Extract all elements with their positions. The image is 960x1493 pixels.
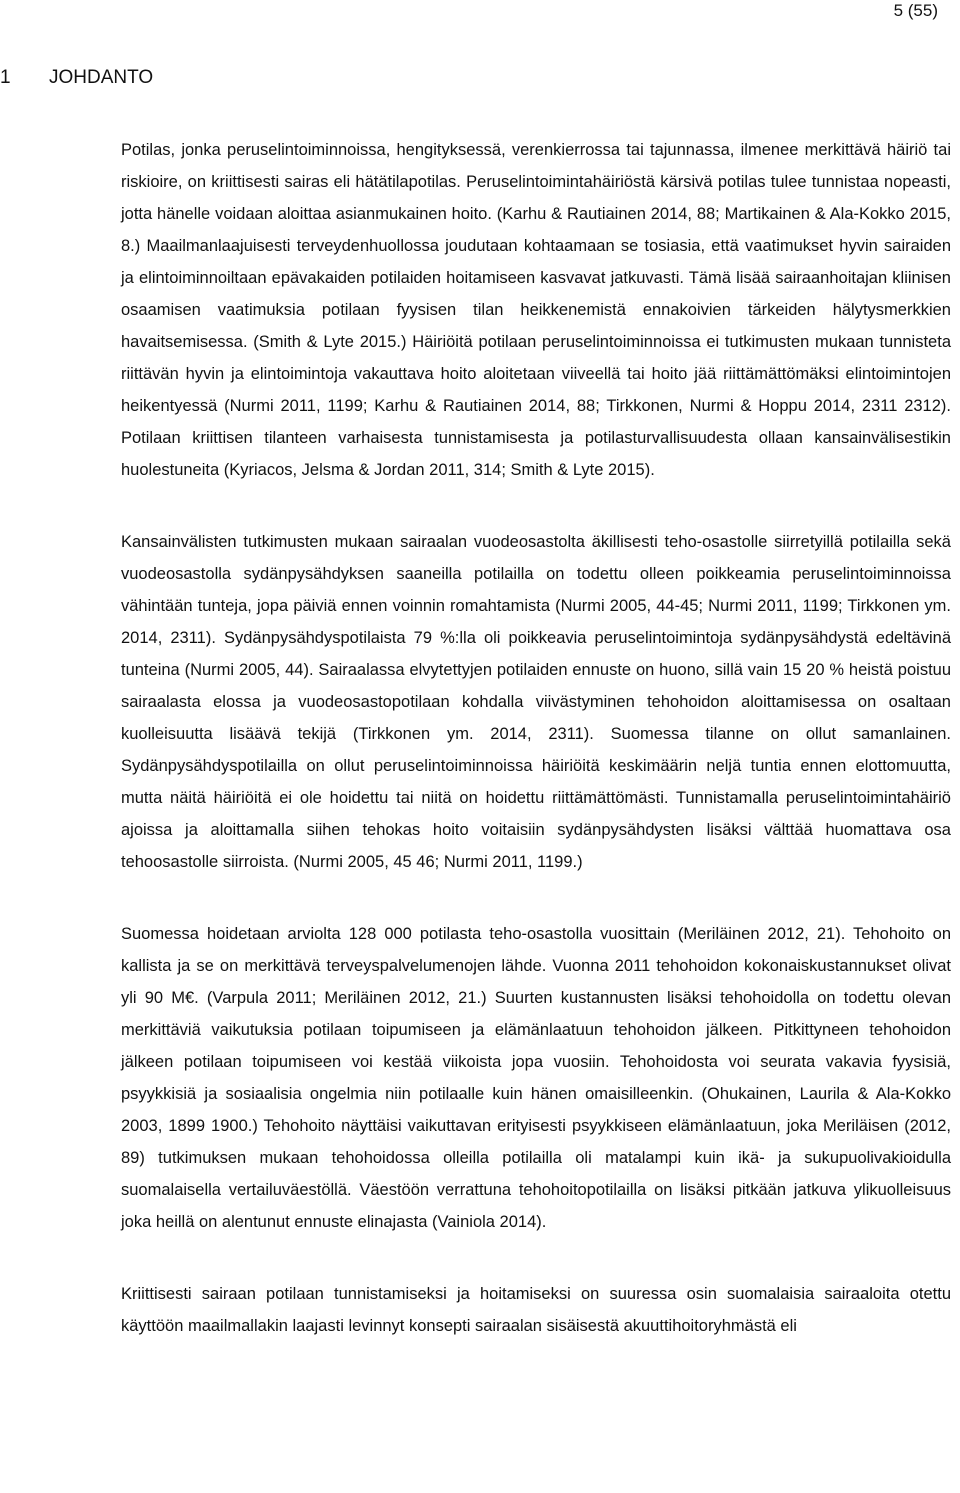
section-title: JOHDANTO xyxy=(49,67,154,88)
body-text xyxy=(121,134,951,1342)
paragraph-3: Suomessa hoidetaan arviolta 128 000 potilasta teho-osastolla vuosittain (Meriläinen 2012, 21). Tehohoito on kallista ja se on merkittävä terveyspalvelumenojen lähde. Vuonna 2011 tehohoidon kokonaiskustannukset olivat yli 90 M€. (Varpula 2011; Meriläinen 2012, 21.) Suurten kustannusten lisäksi tehohoidolla on todettu olevan merkittäviä vaikutuksia potilaan toipumiseen ja elämänlaatuun tehohoidon jälkeen. Pitkittyneen tehohoidon jälkeen potilaan toipumiseen voi kestää viikoista jopa vuosiin. Tehohoidosta voi seurata vakavia fyysisiä, psyykkisiä ja sosiaalisia ongelmia niin potilaalle kuin hänen omaisilleenkin. (Ohukainen, Laurila & Ala-Kokko 2003, 1899 1900.) Tehohoito näyttäisi vaikuttavan erityisesti psyykkiseen elämänlaatuun, joka Meriläisen (2012, 89) tutkimuksen mukaan tehohoidossa olleilla potilailla oli matalampi kuin ikä- ja sukupuolivakioidulla suomalaisella vertailuväestöllä. Väestöön verrattuna tehohoitopotilailla on lisäksi pitkään jatkuva ylikuolleisuus joka heillä on alentunut ennuste elinajasta (Vainiola 2014). xyxy=(121,925,951,1231)
paragraph-2: Kansainvälisten tutkimusten mukaan sairaalan vuodeosastolta äkillisesti teho-osastolle siirretyillä potilailla sekä vuodeosastolla sydänpysähdyksen saaneilla potilailla on todettu olleen poikkeamia peruselintoiminnoissa vähintään tunteja, jopa päiviä ennen voinnin romahtamista (Nurmi 2005, 44-45; Nurmi 2011, 1199; Tirkkonen ym. 2014, 2311). Sydänpysähdyspotilaista 79 %:lla oli poikkeavia peruselintoimintoja sydänpysähdystä edeltävinä tunteina (Nurmi 2005, 44). Sairaalassa elvytettyjen potilaiden ennuste on huono, sillä vain 15 20 % heistä poistuu sairaalasta elossa ja vuodeosastopotilaan kohdalla viivästyminen tehohoidon aloittamisessa on osaltaan kuolleisuutta lisäävä tekijä (Tirkkonen ym. 2014, 2311). Suomessa tilanne on ollut samanlainen. Sydänpysähdyspotilailla on ollut peruselintoiminnoissa häiriöitä keskimäärin neljä tuntia ennen elottomuutta, mutta näitä häiriöitä ei ole hoidettu tai niitä on hoidettu riittämättömästi. Tunnistamalla peruselintoimintahäiriö ajoissa ja aloittamalla siihen tehokas hoito voitaisiin sydänpysähdysten lisäksi välttää huomattava osa tehoosastolle siirroista. (Nurmi 2005, 45 46; Nurmi 2011, 1199.) xyxy=(121,533,951,871)
section-number: 1 xyxy=(0,67,11,88)
paragraph-1: Potilas, jonka peruselintoiminnoissa, hengityksessä, verenkierrossa tai tajunnassa, ilmenee merkittävä häiriö tai riskioire, on kriittisesti sairas eli hätätilapotilas. Peruselintoimintahäiriöstä kärsivä potilas tulee tunnistaa nopeasti, jotta hänelle voidaan aloittaa asianmukainen hoito. (Karhu & Rautiainen 2014, 88; Martikainen & Ala-Kokko 2015, 8.) Maailmanlaajuisesti terveydenhuollossa joudutaan kohtaamaan se tosiasia, että vaatimukset hyvin sairaiden ja elintoiminnoiltaan epävakaiden potilaiden hoitamiseen kasvavat jatkuvasti. Tämä lisää sairaanhoitajan kliinisen osaamisen vaatimuksia potilaan fyysisen tilan heikkenemistä ennakoivien tärkeiden hälytysmerkkien havaitsemisessa. (Smith & Lyte 2015.) Häiriöitä potilaan peruselintoiminnoissa ei tutkimusten mukaan tunnisteta riittävän hyvin ja elintoimintoja vakauttava hoito aloitetaan viiveellä tai hoito jää riittämättömäksi elintoimintojen heikentyessä (Nurmi 2011, 1199; Karhu & Rautiainen 2014, 88; Tirkkonen, Nurmi & Hoppu 2014, 2311 2312). Potilaan kriittisen tilanteen varhaisesta tunnistamisesta ja potilasturvallisuudesta ollaan kansainvälisestikin huolestuneita (Kyriacos, Jelsma & Jordan 2011, 314; Smith & Lyte 2015). xyxy=(121,141,951,479)
page-number: 5 (55) xyxy=(893,1,938,20)
section-heading xyxy=(0,66,153,90)
paragraph-4: Kriittisesti sairaan potilaan tunnistamiseksi ja hoitamiseksi on suuressa osin suomalaisia sairaaloita otettu käyttöön maailmallakin laajasti levinnyt konsepti sairaalan sisäisestä akuuttihoitoryhmästä eli xyxy=(121,1285,951,1335)
